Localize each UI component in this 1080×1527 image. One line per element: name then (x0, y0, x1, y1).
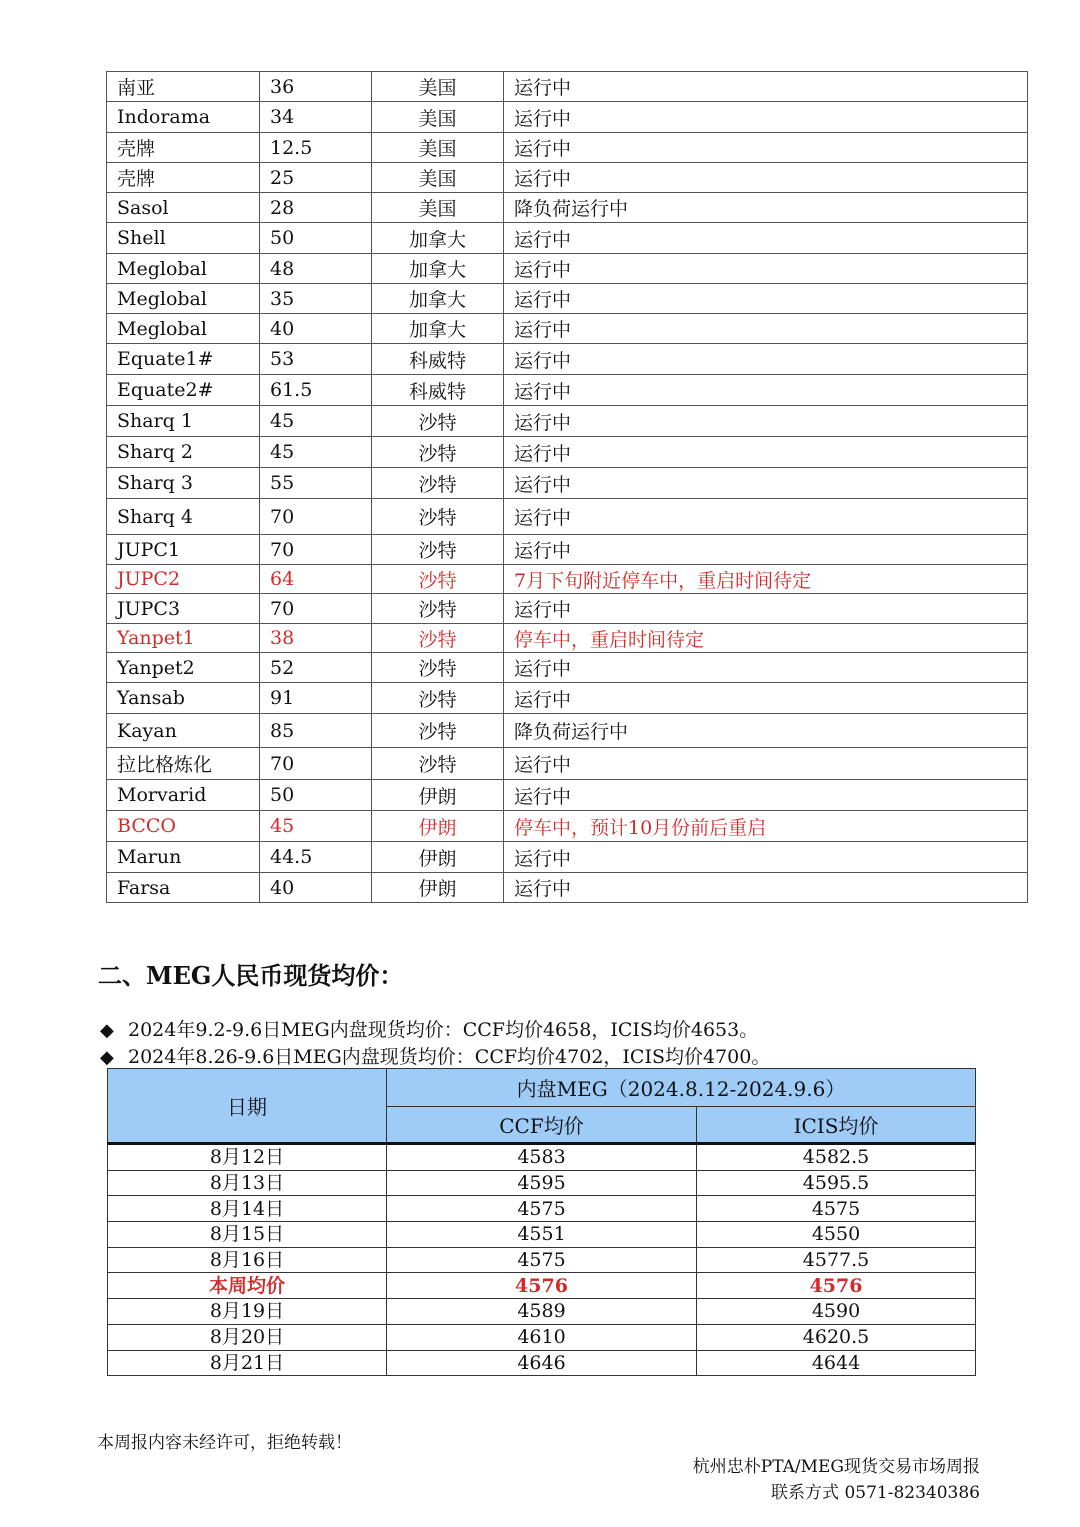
plant-status-cell: 运行中 (504, 102, 1028, 133)
plant-row (107, 314, 1028, 344)
plant-country-cell: 科威特 (372, 344, 504, 375)
plant-row (107, 499, 1028, 535)
plant-name-cell: Equate2# (107, 375, 260, 406)
ccf-column-header: CCF均价 (387, 1107, 697, 1144)
date-cell: 8月13日 (108, 1170, 387, 1196)
plant-capacity-cell: 70 (260, 535, 372, 565)
plant-country-cell: 伊朗 (372, 873, 504, 903)
plant-country-cell: 沙特 (372, 406, 504, 437)
plant-capacity-cell: 38 (260, 624, 372, 653)
ccf-price-cell: 4646 (387, 1350, 697, 1376)
plant-country-cell: 美国 (372, 72, 504, 102)
plant-name-cell: 壳牌 (107, 133, 260, 163)
plant-row (107, 437, 1028, 468)
plant-name-cell: Morvarid (107, 780, 260, 811)
plant-name-cell: Kayan (107, 714, 260, 748)
plant-row (107, 344, 1028, 375)
icis-price-cell: 4595.5 (697, 1170, 976, 1196)
plant-capacity-cell: 28 (260, 193, 372, 223)
plant-country-cell: 沙特 (372, 535, 504, 565)
price-row (108, 1350, 976, 1376)
plant-status-cell: 运行中 (504, 437, 1028, 468)
ccf-price-cell: 4589 (387, 1299, 697, 1325)
plant-capacity-cell: 52 (260, 653, 372, 683)
plant-country-cell: 沙特 (372, 468, 504, 499)
plant-row (107, 535, 1028, 565)
plant-status-cell: 运行中 (504, 284, 1028, 314)
plant-name-cell: Yanpet2 (107, 653, 260, 683)
plant-country-cell: 美国 (372, 133, 504, 163)
plant-name-cell: Indorama (107, 102, 260, 133)
plant-country-cell: 加拿大 (372, 254, 504, 284)
plant-row (107, 284, 1028, 314)
plant-row (107, 193, 1028, 223)
ccf-price-cell: 4595 (387, 1170, 697, 1196)
plant-name-cell: Meglobal (107, 314, 260, 344)
plant-country-cell: 美国 (372, 102, 504, 133)
plant-capacity-cell: 64 (260, 565, 372, 594)
icis-price-cell: 4575 (697, 1196, 976, 1222)
section-title: 二、MEG人民币现货均价： (98, 961, 404, 990)
ccf-price-cell: 4575 (387, 1196, 697, 1222)
plant-country-cell: 沙特 (372, 565, 504, 594)
plant-status-cell: 运行中 (504, 163, 1028, 193)
plant-capacity-cell: 45 (260, 811, 372, 842)
plant-country-cell: 沙特 (372, 714, 504, 748)
plant-name-cell: BCCO (107, 811, 260, 842)
plant-name-cell: Yanpet1 (107, 624, 260, 653)
ccf-price-cell: 4576 (387, 1273, 697, 1299)
plant-name-cell: Marun (107, 842, 260, 873)
date-cell: 8月20日 (108, 1324, 387, 1350)
plant-name-cell: Equate1# (107, 344, 260, 375)
plant-country-cell: 沙特 (372, 499, 504, 535)
plant-country-cell: 美国 (372, 193, 504, 223)
plant-row (107, 842, 1028, 873)
plant-capacity-cell: 34 (260, 102, 372, 133)
plant-status-cell: 停车中，预计10月份前后重启 (504, 811, 1028, 842)
plant-row (107, 468, 1028, 499)
plant-row (107, 624, 1028, 653)
plant-status-cell: 运行中 (504, 653, 1028, 683)
bullet-item (100, 1015, 758, 1042)
meg-price-table (107, 1068, 976, 1376)
icis-price-cell: 4582.5 (697, 1144, 976, 1171)
plant-row (107, 72, 1028, 102)
plant-row (107, 102, 1028, 133)
plant-status-cell: 运行中 (504, 842, 1028, 873)
plant-name-cell: Sharq 3 (107, 468, 260, 499)
plant-country-cell: 加拿大 (372, 284, 504, 314)
plant-row (107, 714, 1028, 748)
plant-status-cell: 运行中 (504, 406, 1028, 437)
date-cell: 8月15日 (108, 1222, 387, 1248)
plant-row (107, 406, 1028, 437)
date-cell: 8月12日 (108, 1144, 387, 1171)
plant-country-cell: 沙特 (372, 437, 504, 468)
report-title: 杭州忠朴PTA/MEG现货交易市场周报 (692, 1457, 980, 1477)
plant-status-cell: 降负荷运行中 (504, 193, 1028, 223)
date-cell: 8月21日 (108, 1350, 387, 1376)
plant-capacity-cell: 70 (260, 499, 372, 535)
plant-name-cell: Meglobal (107, 254, 260, 284)
plant-country-cell: 加拿大 (372, 223, 504, 254)
plant-row (107, 133, 1028, 163)
plant-capacity-cell: 50 (260, 223, 372, 254)
plant-status-cell: 运行中 (504, 133, 1028, 163)
plant-name-cell: Farsa (107, 873, 260, 903)
plant-name-cell: Sharq 4 (107, 499, 260, 535)
icis-column-header: ICIS均价 (697, 1107, 976, 1144)
plant-capacity-cell: 35 (260, 284, 372, 314)
date-cell: 8月16日 (108, 1247, 387, 1273)
icis-price-cell: 4644 (697, 1350, 976, 1376)
plant-capacity-cell: 70 (260, 748, 372, 780)
icis-price-cell: 4577.5 (697, 1247, 976, 1273)
diamond-bullet-icon: ◆ (100, 1020, 114, 1041)
plant-status-cell: 运行中 (504, 594, 1028, 624)
plant-capacity-cell: 12.5 (260, 133, 372, 163)
plant-row (107, 683, 1028, 714)
plant-name-cell: Meglobal (107, 284, 260, 314)
ccf-price-cell: 4610 (387, 1324, 697, 1350)
plant-capacity-cell: 25 (260, 163, 372, 193)
ccf-price-cell: 4575 (387, 1247, 697, 1273)
plant-row (107, 163, 1028, 193)
plant-capacity-cell: 40 (260, 314, 372, 344)
plant-name-cell: JUPC3 (107, 594, 260, 624)
icis-price-cell: 4590 (697, 1299, 976, 1325)
price-row (108, 1247, 976, 1273)
plant-status-cell: 运行中 (504, 468, 1028, 499)
plant-name-cell: 拉比格炼化 (107, 748, 260, 780)
plant-row (107, 873, 1028, 903)
plant-country-cell: 伊朗 (372, 842, 504, 873)
plant-country-cell: 沙特 (372, 624, 504, 653)
plant-capacity-cell: 91 (260, 683, 372, 714)
plant-status-cell: 运行中 (504, 748, 1028, 780)
price-row (108, 1196, 976, 1222)
plant-name-cell: Sharq 2 (107, 437, 260, 468)
plant-status-cell: 运行中 (504, 499, 1028, 535)
ccf-price-cell: 4583 (387, 1144, 697, 1171)
plant-country-cell: 沙特 (372, 683, 504, 714)
date-cell: 8月14日 (108, 1196, 387, 1222)
plant-status-cell: 运行中 (504, 780, 1028, 811)
plant-status-cell: 运行中 (504, 254, 1028, 284)
ccf-price-cell: 4551 (387, 1222, 697, 1248)
weekly-average-row (108, 1273, 976, 1299)
plant-row (107, 565, 1028, 594)
plant-name-cell: 壳牌 (107, 163, 260, 193)
bullet-text: 2024年9.2-9.6日MEG内盘现货均价：CCF均价4658，ICIS均价4653。 (128, 1019, 759, 1041)
plant-capacity-cell: 44.5 (260, 842, 372, 873)
plant-country-cell: 科威特 (372, 375, 504, 406)
plant-capacity-cell: 50 (260, 780, 372, 811)
plant-status-cell: 运行中 (504, 72, 1028, 102)
price-row (108, 1324, 976, 1350)
meg-group-header: 内盘MEG（2024.8.12-2024.9.6） (387, 1069, 976, 1107)
icis-price-cell: 4576 (697, 1273, 976, 1299)
plant-row (107, 254, 1028, 284)
diamond-bullet-icon: ◆ (100, 1047, 114, 1068)
plant-name-cell: Shell (107, 223, 260, 254)
plant-row (107, 594, 1028, 624)
price-row (108, 1299, 976, 1325)
plant-status-cell: 运行中 (504, 873, 1028, 903)
plant-capacity-cell: 55 (260, 468, 372, 499)
plant-capacity-cell: 40 (260, 873, 372, 903)
price-row (108, 1170, 976, 1196)
plant-row (107, 223, 1028, 254)
plant-status-cell: 运行中 (504, 535, 1028, 565)
plant-capacity-cell: 61.5 (260, 375, 372, 406)
plant-capacity-cell: 48 (260, 254, 372, 284)
plant-name-cell: Sharq 1 (107, 406, 260, 437)
plant-capacity-cell: 85 (260, 714, 372, 748)
plant-status-cell: 运行中 (504, 223, 1028, 254)
plant-row (107, 780, 1028, 811)
plant-capacity-cell: 45 (260, 406, 372, 437)
copyright-note: 本周报内容未经许可，拒绝转载！ (97, 1433, 352, 1453)
date-cell: 8月19日 (108, 1299, 387, 1325)
plant-name-cell: Yansab (107, 683, 260, 714)
plant-capacity-cell: 53 (260, 344, 372, 375)
plant-name-cell: JUPC1 (107, 535, 260, 565)
plant-capacity-cell: 45 (260, 437, 372, 468)
plant-country-cell: 加拿大 (372, 314, 504, 344)
icis-price-cell: 4620.5 (697, 1324, 976, 1350)
price-row (108, 1144, 976, 1171)
bullet-text: 2024年8.26-9.6日MEG内盘现货均价：CCF均价4702，ICIS均价4700。 (128, 1046, 771, 1068)
plant-country-cell: 伊朗 (372, 780, 504, 811)
plant-status-cell: 运行中 (504, 344, 1028, 375)
plant-country-cell: 沙特 (372, 594, 504, 624)
plant-country-cell: 美国 (372, 163, 504, 193)
plant-status-cell: 停车中，重启时间待定 (504, 624, 1028, 653)
plant-row (107, 748, 1028, 780)
plant-name-cell: 南亚 (107, 72, 260, 102)
plant-name-cell: Sasol (107, 193, 260, 223)
plant-name-cell: JUPC2 (107, 565, 260, 594)
plant-country-cell: 沙特 (372, 748, 504, 780)
contact-info: 联系方式 0571-82340386 (771, 1483, 980, 1503)
plant-row (107, 811, 1028, 842)
plant-status-table (106, 71, 1028, 903)
plant-status-cell: 降负荷运行中 (504, 714, 1028, 748)
plant-status-body (107, 72, 1028, 903)
plant-status-cell: 运行中 (504, 683, 1028, 714)
plant-status-cell: 运行中 (504, 375, 1028, 406)
date-column-header: 日期 (108, 1069, 387, 1144)
price-table-body (108, 1144, 976, 1376)
plant-status-cell: 运行中 (504, 314, 1028, 344)
price-row (108, 1222, 976, 1248)
bullet-item (100, 1042, 770, 1069)
plant-capacity-cell: 36 (260, 72, 372, 102)
date-cell: 本周均价 (108, 1273, 387, 1299)
plant-status-cell: 7月下旬附近停车中，重启时间待定 (504, 565, 1028, 594)
icis-price-cell: 4550 (697, 1222, 976, 1248)
plant-country-cell: 伊朗 (372, 811, 504, 842)
plant-row (107, 653, 1028, 683)
plant-country-cell: 沙特 (372, 653, 504, 683)
plant-row (107, 375, 1028, 406)
plant-capacity-cell: 70 (260, 594, 372, 624)
